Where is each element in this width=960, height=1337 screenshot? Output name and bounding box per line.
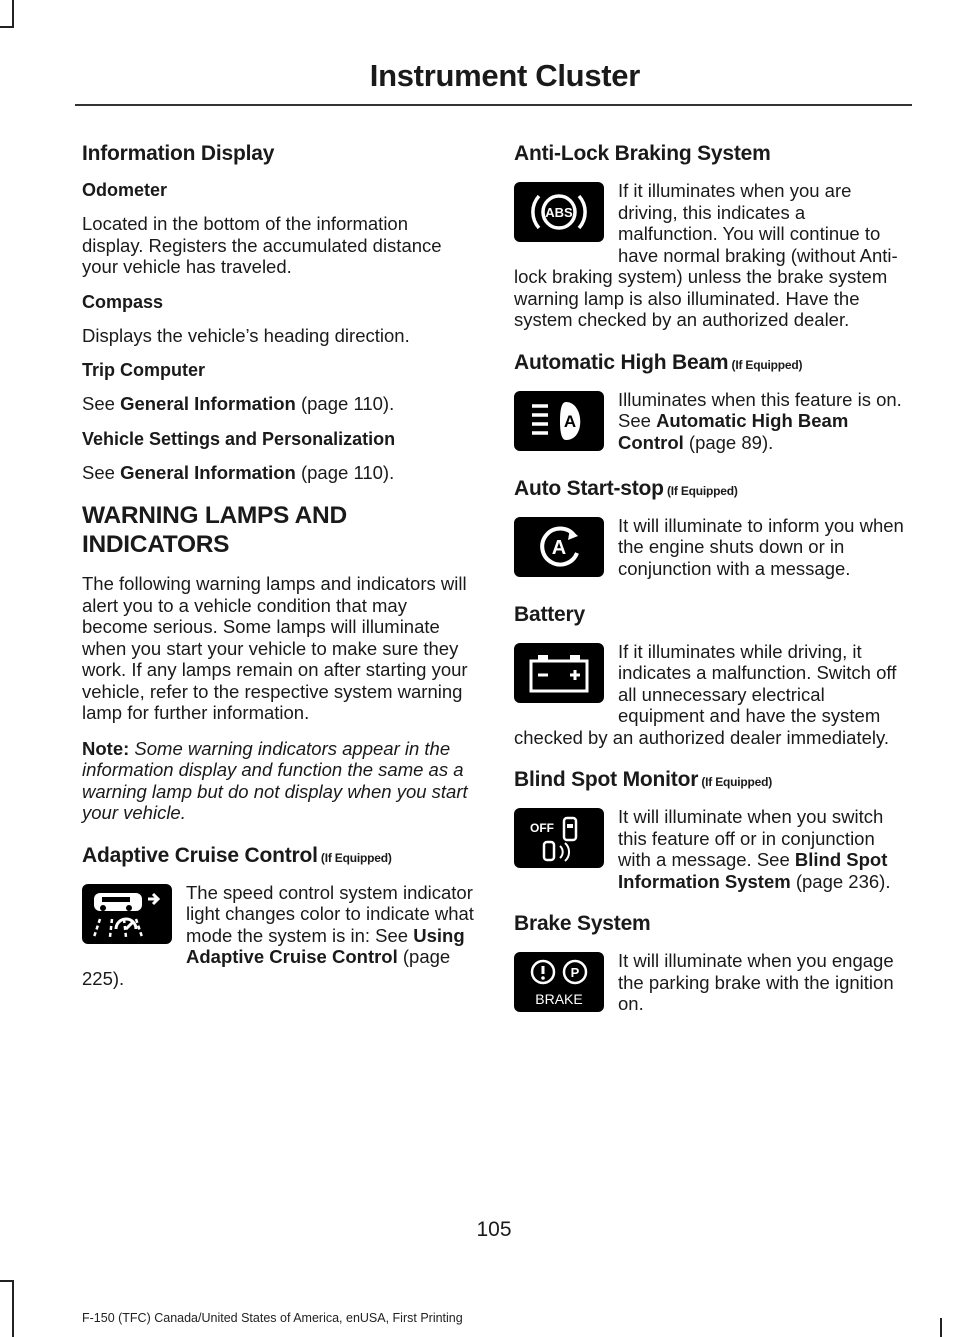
blind-spot-off-icon <box>514 808 604 868</box>
auto-start-stop-heading: Auto Start-stop (If Equipped) <box>514 476 738 500</box>
crop-mark <box>12 0 14 28</box>
auto-start-stop-icon <box>514 517 604 577</box>
svg-text:P: P <box>570 965 580 980</box>
odometer-heading: Odometer <box>82 180 168 200</box>
acc-heading: Adaptive Cruise Control (If Equipped) <box>82 843 392 867</box>
blind-spot-item <box>514 806 906 892</box>
info-display-heading: Information Display <box>82 142 275 165</box>
brake-system-item <box>514 950 906 1018</box>
acc-text: The speed control system indicator light changes color to indicate what mode the system is in: See Using Adaptive Cruise Control (page 225). <box>82 881 474 989</box>
blind-spot-text: It will illuminate when you switch this feature off or in conjunction with a message. See Blind Spot Information System (page 236). <box>618 806 891 892</box>
page-title: Instrument Cluster <box>369 58 640 93</box>
trip-computer-heading: Trip Computer <box>82 360 206 380</box>
acc-link[interactable]: Using Adaptive Cruise Control <box>186 924 465 967</box>
auto-start-stop-item <box>514 515 906 583</box>
brake-system-heading: Brake System <box>514 912 651 935</box>
battery-text: If it illuminates while driving, it indicates a malfunction. Switch off all unnecessary electrical equipment and have the system checked by an authorized dealer immediately. <box>514 640 897 748</box>
auto-high-beam-item <box>514 389 906 457</box>
blind-spot-heading: Blind Spot Monitor (If Equipped) <box>514 768 773 791</box>
brake-warning-icon <box>514 952 604 1012</box>
auto-high-beam-icon <box>514 391 604 451</box>
crop-mark <box>0 1280 14 1282</box>
abs-text: If it illuminates when you are driving, this indicates a malfunction. You will continue to have normal braking (without Anti-lock braking system) unless the brake system warning lamp is also illuminated. Have the system checked by an authorized dealer. <box>514 180 898 330</box>
crop-mark <box>0 26 14 28</box>
svg-text:A: A <box>563 411 577 431</box>
compass-text: Displays the vehicle’s heading direction. <box>82 324 410 346</box>
trip-computer-text: See General Information (page 110). <box>82 393 395 414</box>
auto-high-beam-text: Illuminates when this feature is on. See Automatic High Beam Control (page 89). <box>618 388 902 453</box>
abs-heading: Anti-Lock Braking System <box>514 142 771 165</box>
vehicle-settings-text: See General Information (page 110). <box>82 461 395 483</box>
warning-lamps-text: The following warning lamps and indicators will alert you to a vehicle condition that may become serious. Some lamps will illuminate when you start your vehicle to make sure they work. If any lamps remain on after starting your vehicle, refer to the respective system warning lamp for further information. <box>82 573 468 723</box>
left-column <box>82 142 474 1001</box>
svg-text:A: A <box>551 536 567 559</box>
right-column <box>514 142 906 1030</box>
blind-spot-link[interactable]: Blind Spot Information System <box>618 849 888 892</box>
header-rule <box>75 104 912 106</box>
brake-system-text: It will illuminate when you engage the parking brake with the ignition on. <box>618 950 894 1014</box>
footer-edition: F-150 (TFC) Canada/United States of America, enUSA, First Printing <box>82 1311 463 1325</box>
odometer-text: Located in the bottom of the information display. Registers the accumulated distance your vehicle has traveled. <box>82 213 442 277</box>
note-label: Note: <box>82 737 130 759</box>
crop-mark <box>940 1318 942 1337</box>
compass-heading: Compass <box>82 291 164 312</box>
abs-icon-label: ABS <box>545 205 573 220</box>
acc-item <box>82 882 474 990</box>
note-paragraph <box>82 738 474 824</box>
note-text: Some warning indicators appear in the information display and function the same as a warning lamp but do not display when you start your vehicle. <box>82 737 468 823</box>
adaptive-cruise-icon <box>82 884 172 944</box>
auto-high-beam-heading: Automatic High Beam (If Equipped) <box>514 350 803 374</box>
vehicle-settings-heading: Vehicle Settings and Personalization <box>82 428 396 449</box>
battery-item <box>514 641 906 749</box>
brake-icon-label: BRAKE <box>535 991 583 1007</box>
trip-computer-link[interactable]: General Information <box>120 393 296 414</box>
abs-warning-icon <box>514 182 604 242</box>
battery-heading: Battery <box>514 602 585 626</box>
auto-start-stop-text: It will illuminate to inform you when the engine shuts down or in conjunction with a message. <box>618 514 904 579</box>
page-number: 105 <box>476 1218 512 1241</box>
abs-item <box>514 180 906 331</box>
vehicle-settings-link[interactable]: General Information <box>120 461 296 483</box>
crop-mark <box>12 1280 14 1337</box>
auto-high-beam-link[interactable]: Automatic High Beam Control <box>618 410 849 453</box>
bsm-icon-label: OFF <box>530 821 554 835</box>
battery-icon <box>514 643 604 703</box>
warning-lamps-heading: WARNING LAMPS AND INDICATORS <box>82 502 347 558</box>
